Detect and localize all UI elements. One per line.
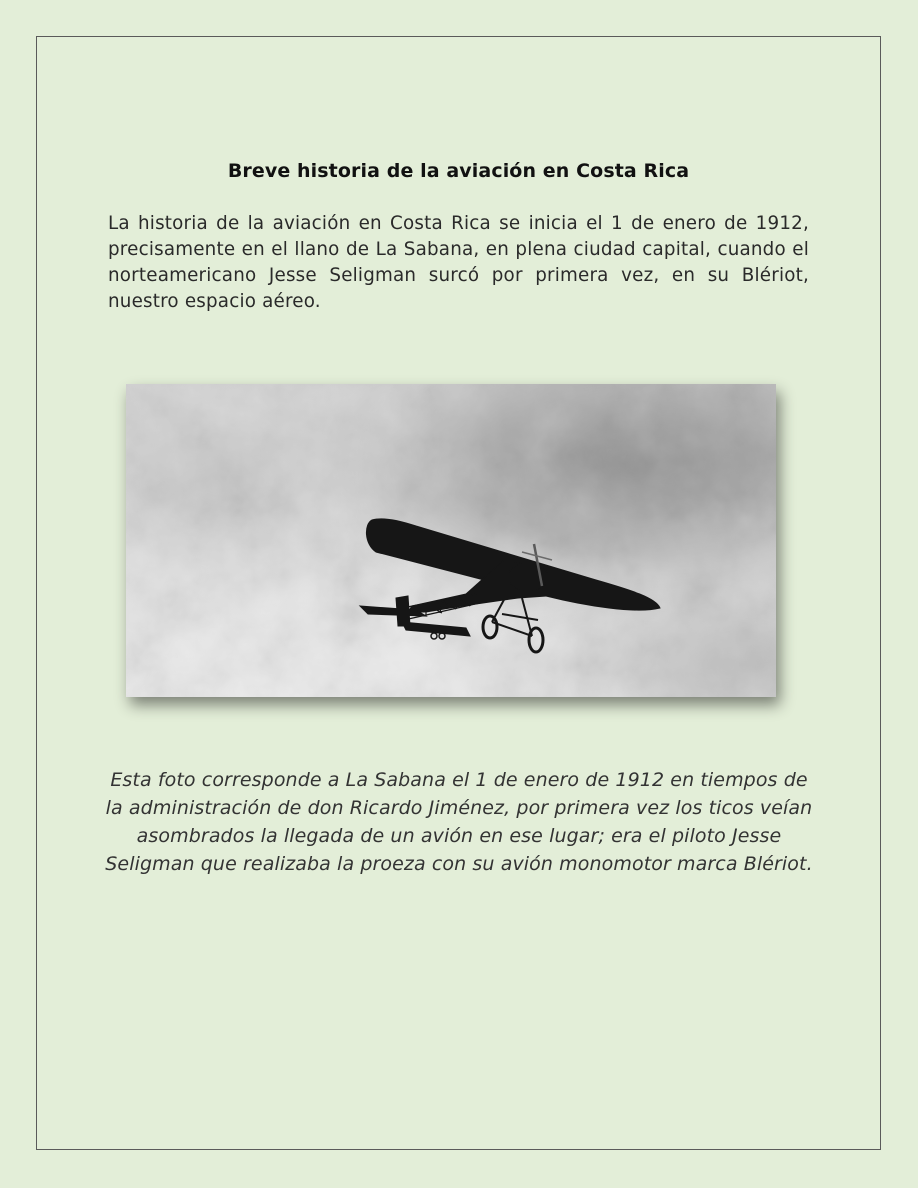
rudder: [396, 596, 410, 626]
intro-paragraph: La historia de la aviación en Costa Rica se inicia el 1 de enero de 1912, precisamente en el llano de La Sabana, en plena ciudad capital, cuando el norteamericano Jesse Seligman surcó por primera vez, en su Blériot, nuestro espacio aéreo.: [108, 213, 809, 312]
photo-caption: Esta foto corresponde a La Sabana el 1 de enero de 1912 en tiempos de la administración de don Ricardo Jiménez, por primera vez los ticos veían asombrados la llegada de un avión en ese lugar; era el piloto Jesse Seligman que realizaba la proeza con su avión monomotor marca Blériot.: [105, 769, 813, 875]
engine: [508, 563, 548, 591]
historical-photo: [126, 384, 776, 697]
bleriot-airplane-photo: [126, 384, 776, 697]
page-title: Breve historia de la aviación en Costa Rica: [227, 160, 690, 182]
